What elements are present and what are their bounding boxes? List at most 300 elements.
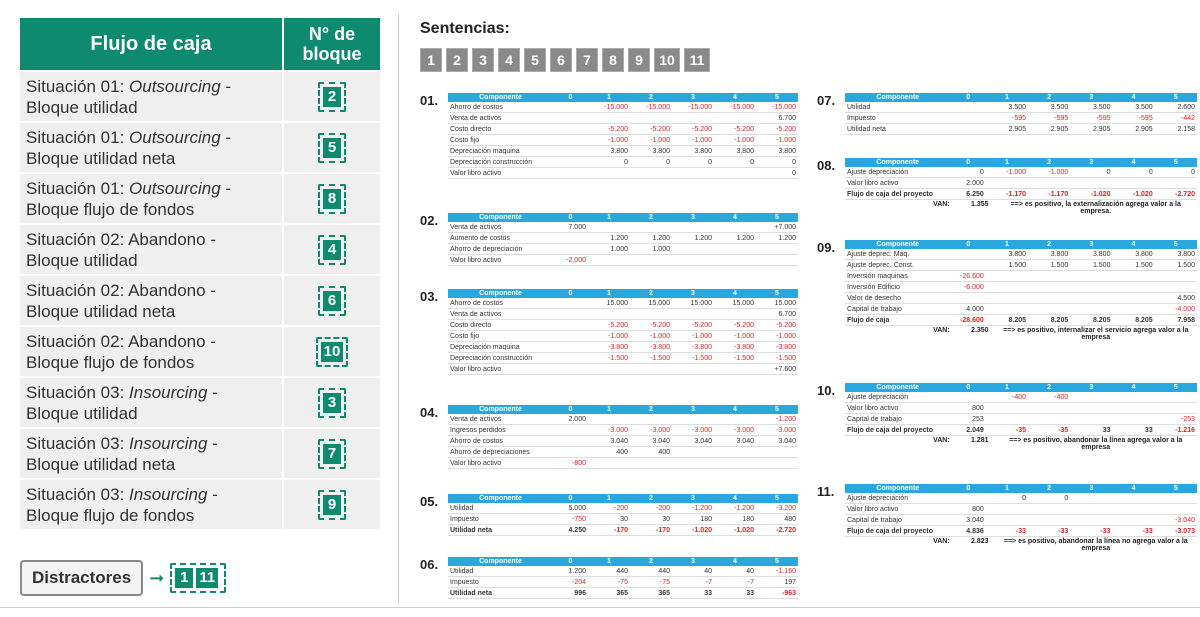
cell-value: 180: [714, 514, 756, 525]
cell-value: -33: [1070, 526, 1112, 537]
sentence-block[interactable]: [817, 484, 1197, 552]
column-header: Componente: [448, 213, 553, 222]
cell-value: [1155, 271, 1197, 282]
cell-value: -5.200: [672, 320, 714, 331]
sentence-chip[interactable]: 8: [602, 48, 624, 72]
cell-value: 3.800: [672, 146, 714, 157]
cell-value: -1.500: [756, 353, 798, 364]
block-number-cell: [283, 224, 381, 275]
distractors-drop-zone[interactable]: [170, 563, 226, 593]
table-row: [845, 102, 1197, 113]
van-row: [845, 327, 1197, 341]
cell-value: -28.600: [951, 315, 986, 326]
block-number: 01.: [420, 93, 439, 108]
cell-value: 40: [672, 566, 714, 577]
block-table: [845, 484, 1197, 537]
column-header: Componente: [448, 93, 553, 102]
cell-value: [588, 168, 630, 179]
cell-value: 3.040: [951, 515, 986, 526]
van-row: [845, 201, 1197, 215]
column-header: 2: [630, 289, 672, 298]
cell-value: [1112, 392, 1154, 403]
row-label: Flujo de caja del proyecto: [845, 425, 951, 436]
block-chip[interactable]: 10: [321, 342, 343, 362]
block-number: 05.: [420, 494, 439, 509]
cell-value: -5.200: [714, 124, 756, 135]
sentence-chip[interactable]: 6: [550, 48, 572, 72]
block-drop-zone[interactable]: [318, 490, 346, 520]
cell-value: 0: [951, 167, 986, 178]
cell-value: -3.800: [672, 342, 714, 353]
column-header: 0: [951, 383, 986, 392]
row-label: Venta de activos: [448, 414, 553, 425]
table-row: [448, 102, 798, 113]
cell-value: 7.000: [553, 222, 588, 233]
column-header: 2: [1028, 484, 1070, 493]
cell-value: [672, 414, 714, 425]
column-header: 3: [1070, 484, 1112, 493]
cell-value: -15.000: [756, 102, 798, 113]
row-label: Impuesto: [845, 113, 951, 124]
cell-value: [951, 249, 986, 260]
row-label: Ajuste depreciación: [845, 392, 951, 403]
cell-value: +7.600: [756, 364, 798, 375]
cell-value: -1.000: [714, 135, 756, 146]
cell-value: -1.000: [588, 135, 630, 146]
situation-label: [19, 275, 283, 326]
column-header: 3: [672, 405, 714, 414]
cell-value: -3.800: [630, 342, 672, 353]
cell-value: -3.200: [756, 503, 798, 514]
cell-value: -15.000: [714, 102, 756, 113]
cell-value: [714, 364, 756, 375]
cell-value: -5.200: [714, 320, 756, 331]
distractors-button[interactable]: Distractores: [20, 560, 143, 596]
table-row: [845, 124, 1197, 135]
column-header: 4: [714, 289, 756, 298]
row-label: Valor libro activo: [845, 504, 951, 515]
block-number-cell: [283, 326, 381, 377]
cell-value: -1.500: [630, 353, 672, 364]
situation-label: [19, 224, 283, 275]
situation-block-name: Bloque utilidad neta: [26, 148, 176, 168]
cell-value: [714, 255, 756, 266]
column-header: 0: [553, 494, 588, 503]
cell-value: -400: [1028, 392, 1070, 403]
sentence-chip[interactable]: 11: [684, 48, 710, 72]
block-drop-zone[interactable]: [318, 286, 346, 316]
row-label: Aumento de costos: [448, 233, 553, 244]
cell-value: 2.049: [951, 425, 986, 436]
cell-value: -1.000: [672, 331, 714, 342]
sentence-block[interactable]: [817, 93, 1197, 135]
van-conclusion: ==> es positivo, internalizar el servicio agrega valor a la empresa: [1003, 327, 1189, 341]
cell-value: [756, 244, 798, 255]
column-header: 4: [1112, 240, 1154, 249]
van-conclusion: ==> es positivo, la externalización agrega valor a la empresa.: [1010, 201, 1181, 215]
situation-row: [19, 71, 381, 122]
cell-value: [630, 113, 672, 124]
cell-value: 30: [588, 514, 630, 525]
cell-value: [1112, 271, 1154, 282]
column-header: 4: [1112, 93, 1154, 102]
table-row: [448, 364, 798, 375]
block-drop-zone[interactable]: [318, 439, 346, 469]
cell-value: 1.500: [1028, 260, 1070, 271]
cell-value: [951, 102, 986, 113]
column-header: 5: [1155, 158, 1197, 167]
sentence-chip[interactable]: 3: [472, 48, 494, 72]
row-label: Capital de trabajo: [845, 304, 951, 315]
row-label: Venta de activos: [448, 309, 553, 320]
sentence-block[interactable]: [420, 289, 798, 375]
cell-value: [672, 222, 714, 233]
table-row: [448, 353, 798, 364]
column-header: 0: [553, 93, 588, 102]
cell-value: [588, 113, 630, 124]
block-number-cell: [283, 71, 381, 122]
column-header: 5: [756, 494, 798, 503]
cell-value: 1.200: [714, 233, 756, 244]
sentence-chip[interactable]: 9: [628, 48, 650, 72]
sentence-block[interactable]: [420, 494, 798, 536]
cell-value: [1028, 178, 1070, 189]
block-chip[interactable]: 4: [323, 240, 341, 260]
cell-value: 3.040: [630, 436, 672, 447]
situation-suffix: -: [207, 484, 218, 504]
cell-value: -15.000: [588, 102, 630, 113]
table-row: [448, 135, 798, 146]
cell-value: 1.200: [672, 233, 714, 244]
cell-value: 6.700: [756, 113, 798, 124]
table-row: [845, 271, 1197, 282]
sentence-chip[interactable]: 10: [654, 48, 680, 72]
cell-value: 3.500: [986, 102, 1028, 113]
cell-value: 15.000: [630, 298, 672, 309]
cell-value: 1.000: [588, 244, 630, 255]
situation-label: [19, 173, 283, 224]
sentence-chip[interactable]: 5: [524, 48, 546, 72]
block-drop-zone[interactable]: [318, 235, 346, 265]
cell-value: [1070, 293, 1112, 304]
cell-value: 3.800: [756, 146, 798, 157]
cell-value: [1070, 414, 1112, 425]
cell-value: -2.000: [553, 255, 588, 266]
column-header: 4: [1112, 158, 1154, 167]
sentence-chip[interactable]: 1: [420, 48, 442, 72]
cell-value: [630, 168, 672, 179]
cell-value: -5.200: [588, 320, 630, 331]
cell-value: [756, 447, 798, 458]
cell-value: [672, 113, 714, 124]
cell-value: 2.905: [1112, 124, 1154, 135]
cell-value: [553, 342, 588, 353]
cell-value: [986, 504, 1028, 515]
cell-value: 2.905: [986, 124, 1028, 135]
block-table: [448, 405, 798, 469]
row-label: Depreciación construcción: [448, 353, 553, 364]
cell-value: -5.200: [672, 124, 714, 135]
cell-value: [951, 293, 986, 304]
sentence-block[interactable]: [420, 405, 798, 469]
cell-value: -33: [1028, 526, 1070, 537]
panel-divider: [398, 14, 399, 604]
cell-value: [714, 309, 756, 320]
cell-value: -75: [588, 577, 630, 588]
row-label: Venta de activos: [448, 113, 553, 124]
cell-value: [1028, 504, 1070, 515]
cell-value: 2.158: [1155, 124, 1197, 135]
cell-value: 7.958: [1155, 315, 1197, 326]
cell-value: -1.000: [714, 331, 756, 342]
cell-value: [1028, 515, 1070, 526]
table-row: [448, 124, 798, 135]
column-header: 5: [1155, 240, 1197, 249]
block-chip[interactable]: 9: [323, 495, 341, 515]
block-drop-zone[interactable]: [318, 184, 346, 214]
situation-label: [19, 122, 283, 173]
cell-value: -1.000: [588, 331, 630, 342]
sentence-block[interactable]: [420, 557, 798, 599]
cell-value: [553, 353, 588, 364]
cell-value: [1028, 271, 1070, 282]
block-chip[interactable]: 3: [323, 393, 341, 413]
situation-block-name: Bloque utilidad neta: [26, 454, 176, 474]
cell-value: [588, 309, 630, 320]
cell-value: [1028, 293, 1070, 304]
situation-block-name: Bloque utilidad: [26, 97, 138, 117]
block-number: 06.: [420, 557, 439, 572]
cell-value: 8.205: [1112, 315, 1154, 326]
cell-value: -3.000: [588, 425, 630, 436]
block-table: [448, 494, 798, 536]
cell-value: -1.200: [756, 414, 798, 425]
sentence-block[interactable]: [817, 383, 1197, 451]
sentence-chip[interactable]: 4: [498, 48, 520, 72]
table-row: [845, 403, 1197, 414]
cell-value: [951, 113, 986, 124]
cell-value: -200: [588, 503, 630, 514]
cell-value: -1.020: [714, 525, 756, 536]
situation-block-name: Bloque utilidad: [26, 250, 138, 270]
cell-value: [672, 168, 714, 179]
row-label: Utilidad neta: [448, 525, 553, 536]
cell-value: -1.160: [756, 566, 798, 577]
cell-value: 3.800: [1028, 249, 1070, 260]
row-label: Inversión maquinas: [845, 271, 951, 282]
cell-value: -1.000: [630, 135, 672, 146]
situation-block-name: Bloque flujo de fondos: [26, 352, 195, 372]
cell-value: -7: [672, 577, 714, 588]
cell-value: -4.000: [1155, 304, 1197, 315]
cell-value: 2.600: [1155, 102, 1197, 113]
block-chip[interactable]: 7: [323, 444, 341, 464]
table-row: [448, 525, 798, 536]
cell-value: 0: [714, 157, 756, 168]
cell-value: -1.500: [714, 353, 756, 364]
cell-value: [630, 222, 672, 233]
cell-value: 0: [1028, 493, 1070, 504]
column-header: 2: [630, 405, 672, 414]
column-header: 5: [756, 289, 798, 298]
cell-value: [588, 458, 630, 469]
situation-label: [19, 428, 283, 479]
cell-value: -253: [1155, 414, 1197, 425]
table-row: [448, 331, 798, 342]
column-header: 3: [672, 557, 714, 566]
distractor-chip[interactable]: 1: [175, 568, 193, 588]
cell-value: 0: [756, 157, 798, 168]
distractor-chip[interactable]: 11: [196, 568, 218, 588]
header-block-number: N° de bloque: [283, 17, 381, 71]
row-label: Utilidad: [845, 102, 951, 113]
column-header: 4: [714, 405, 756, 414]
situation-prefix: Situación 02: Abandono -: [26, 280, 216, 300]
cell-value: -1.020: [1112, 189, 1154, 200]
column-header: Componente: [845, 93, 951, 102]
row-label: Ahorro de costos: [448, 298, 553, 309]
cell-value: [630, 458, 672, 469]
row-label: Flujo de caja del proyecto: [845, 189, 951, 200]
cell-value: [1112, 403, 1154, 414]
cell-value: 3.500: [1028, 102, 1070, 113]
row-label: Ingresos perdidos: [448, 425, 553, 436]
cell-value: 4.000: [951, 304, 986, 315]
cell-value: -595: [1070, 113, 1112, 124]
block-number-cell: [283, 173, 381, 224]
cell-value: 6.700: [756, 309, 798, 320]
cell-value: -35: [986, 425, 1028, 436]
situation-prefix: Situación 01:: [26, 178, 130, 198]
sentence-block[interactable]: [817, 158, 1197, 215]
sentences-title: Sentencias:: [420, 20, 510, 37]
cell-value: [951, 493, 986, 504]
block-chip[interactable]: 5: [323, 138, 341, 158]
sentence-chip[interactable]: 7: [576, 48, 598, 72]
cell-value: -1.000: [756, 135, 798, 146]
cell-value: -5.200: [756, 320, 798, 331]
block-drop-zone[interactable]: [318, 388, 346, 418]
cell-value: 8.205: [986, 315, 1028, 326]
van-value: 1.281: [971, 437, 989, 444]
cell-value: -200: [630, 503, 672, 514]
cell-value: [553, 309, 588, 320]
sentence-block[interactable]: [420, 213, 798, 266]
arrow-right-icon: ➞: [149, 567, 165, 588]
distractors-row: [20, 560, 226, 596]
column-header: 5: [756, 557, 798, 566]
cell-value: -442: [1155, 113, 1197, 124]
cell-value: -1.500: [588, 353, 630, 364]
cell-value: [553, 168, 588, 179]
van-row: [845, 437, 1197, 451]
cell-value: [1112, 282, 1154, 293]
block-drop-zone[interactable]: [318, 133, 346, 163]
van-label: VAN:: [933, 437, 950, 444]
column-header: 2: [630, 494, 672, 503]
cell-value: -3.000: [756, 425, 798, 436]
cell-value: -1.170: [1028, 189, 1070, 200]
sentence-block[interactable]: [817, 240, 1197, 341]
situation-prefix: Situación 02: Abandono -: [26, 229, 216, 249]
cell-value: [1112, 515, 1154, 526]
block-chip[interactable]: 6: [323, 291, 341, 311]
cell-value: [1112, 293, 1154, 304]
situation-block-name: Bloque flujo de fondos: [26, 505, 195, 525]
situation-type: Insourcing: [129, 382, 208, 402]
column-header: 0: [553, 557, 588, 566]
situation-row: [19, 173, 381, 224]
situation-type: Outsourcing: [129, 127, 221, 147]
sentence-chip[interactable]: 2: [446, 48, 468, 72]
cell-value: -595: [1028, 113, 1070, 124]
table-row: [448, 425, 798, 436]
situation-block-name: Bloque flujo de fondos: [26, 199, 195, 219]
cell-value: 15.000: [588, 298, 630, 309]
row-label: Flujo de caja del proyecto: [845, 526, 951, 537]
column-header: 4: [1112, 383, 1154, 392]
table-row: [448, 157, 798, 168]
row-label: Flujo de caja: [845, 315, 951, 326]
table-row: [448, 146, 798, 157]
van-label: VAN:: [933, 538, 950, 545]
row-label: Depreciación construcción: [448, 157, 553, 168]
cell-value: -963: [756, 588, 798, 599]
cell-value: [714, 414, 756, 425]
cell-value: -1.216: [1155, 425, 1197, 436]
row-label: Impuesto: [448, 577, 553, 588]
table-row: [448, 503, 798, 514]
cell-value: 0: [588, 157, 630, 168]
block-drop-zone[interactable]: [316, 337, 348, 367]
cell-value: [672, 447, 714, 458]
block-chip[interactable]: 2: [323, 87, 341, 107]
cell-value: -750: [553, 514, 588, 525]
table-row: [845, 167, 1197, 178]
row-label: Costo directo: [448, 124, 553, 135]
block-number: 08.: [817, 158, 836, 173]
cell-value: -1.020: [1070, 189, 1112, 200]
block-drop-zone[interactable]: [318, 82, 346, 112]
cell-value: +7.000: [756, 222, 798, 233]
cell-value: -5.200: [756, 124, 798, 135]
cell-value: -1.000: [986, 167, 1028, 178]
cell-value: [1112, 178, 1154, 189]
sentence-block[interactable]: [420, 93, 798, 179]
column-header: 1: [986, 93, 1028, 102]
cell-value: -1.000: [756, 331, 798, 342]
cell-value: [1155, 282, 1197, 293]
row-label: Ajuste depreciación: [845, 167, 951, 178]
cell-value: 0: [1155, 167, 1197, 178]
situation-row: [19, 224, 381, 275]
column-header: 1: [986, 383, 1028, 392]
column-header: 1: [588, 289, 630, 298]
cell-value: [1070, 392, 1112, 403]
cell-value: 8.205: [1070, 315, 1112, 326]
row-label: Ajuste deprec. Maq.: [845, 249, 951, 260]
row-label: Capital de trabajo: [845, 414, 951, 425]
table-row: [845, 425, 1197, 436]
block-chip[interactable]: 8: [323, 189, 341, 209]
cell-value: [714, 113, 756, 124]
cell-value: [588, 364, 630, 375]
cell-value: [630, 364, 672, 375]
table-row: [448, 458, 798, 469]
cell-value: -1.000: [672, 135, 714, 146]
van-value: 1.355: [971, 201, 989, 208]
table-row: [448, 342, 798, 353]
